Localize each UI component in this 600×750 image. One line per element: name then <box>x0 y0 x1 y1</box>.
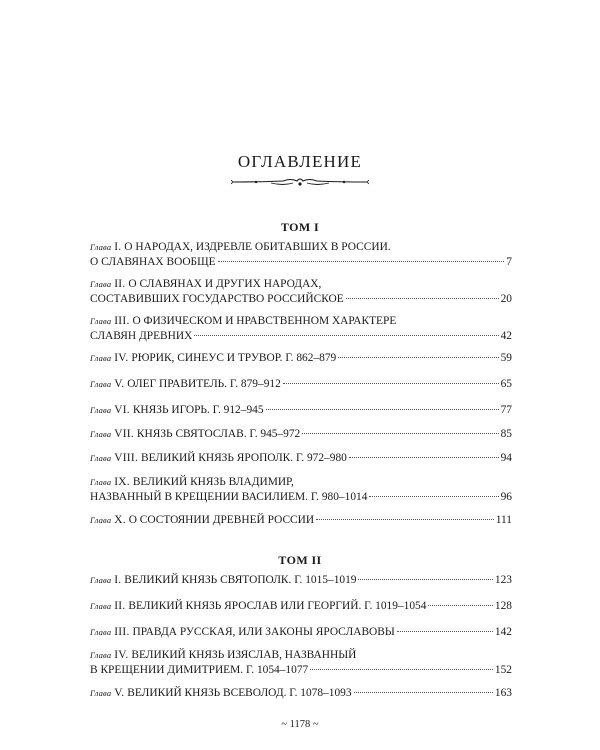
chapter-label: Глава <box>90 379 112 389</box>
chapter-title-line1: ВЕЛИКИЙ КНЯЗЬ ВЛАДИМИР, <box>132 476 294 488</box>
toc-entry[interactable] <box>90 625 512 640</box>
dot-leader <box>369 496 498 497</box>
chapter-label: Глава <box>90 453 112 463</box>
volume-2-heading: ТОМ II <box>278 553 322 567</box>
chapter-title: ОЛЕГ ПРАВИТЕЛЬ. Г. 879–912 <box>127 378 281 390</box>
chapter-label: Глава <box>90 405 112 415</box>
toc-entry[interactable] <box>90 240 512 270</box>
page-number: 7 <box>506 256 512 268</box>
chapter-number: I. <box>114 574 122 586</box>
chapter-title: РЮРИК, СИНЕУС И ТРУВОР. Г. 862–879 <box>131 352 337 364</box>
chapter-title-line2: НАЗВАННЫЙ В КРЕЩЕНИИ ВАСИЛИЕМ. Г. 980–1014 <box>90 491 368 503</box>
dot-leader <box>194 335 498 336</box>
volume-1-heading: ТОМ I <box>280 220 320 234</box>
dot-leader <box>302 433 498 434</box>
chapter-title-line2: О СЛАВЯНАХ ВООБЩЕ <box>90 256 216 268</box>
chapter-label: Глава <box>90 627 112 637</box>
chapter-number: III. <box>114 626 130 638</box>
toc-entry[interactable] <box>90 686 512 701</box>
chapter-number: VII. <box>114 428 135 440</box>
chapter-label: Глава <box>90 688 112 698</box>
toc-entry[interactable] <box>90 403 512 418</box>
toc-entry[interactable] <box>90 377 512 392</box>
chapter-title: КНЯЗЬ ИГОРЬ. Г. 912–945 <box>132 404 264 416</box>
chapter-number: X. <box>114 514 126 526</box>
page-title: ОГЛАВЛЕНИЕ <box>237 152 363 171</box>
chapter-label: Глава <box>90 601 112 611</box>
page-number: 85 <box>500 428 512 440</box>
dot-leader <box>346 298 499 299</box>
chapter-number: II. <box>114 278 126 290</box>
chapter-label: Глава <box>90 316 112 326</box>
dot-leader <box>354 692 493 693</box>
chapter-number: VIII. <box>114 452 139 464</box>
page-number: 111 <box>495 514 512 526</box>
toc-entry[interactable] <box>90 314 512 344</box>
page-number: 59 <box>500 352 512 364</box>
toc-entry[interactable] <box>90 427 512 442</box>
dot-leader <box>266 409 499 410</box>
dot-leader <box>397 631 493 632</box>
page-folio: ~ 1178 ~ <box>281 719 319 730</box>
chapter-title: О СОСТОЯНИИ ДРЕВНЕЙ РОССИИ <box>128 514 315 526</box>
chapter-title: ВЕЛИКИЙ КНЯЗЬ СВЯТОПОЛК. Г. 1015–1019 <box>124 574 357 586</box>
chapter-title-line2: СЛАВЯН ДРЕВНИХ <box>90 330 193 342</box>
chapter-number: II. <box>114 600 126 612</box>
chapter-number: IV. <box>114 352 129 364</box>
dot-leader <box>358 579 492 580</box>
chapter-label: Глава <box>90 279 112 289</box>
page-number: 42 <box>500 330 512 342</box>
chapter-label: Глава <box>90 650 112 660</box>
chapter-label: Глава <box>90 429 112 439</box>
dot-leader <box>349 457 499 458</box>
chapter-label: Глава <box>90 353 112 363</box>
toc-entry[interactable] <box>90 573 512 588</box>
page-number: 65 <box>500 378 512 390</box>
toc-entry[interactable] <box>90 648 512 678</box>
page-number: 96 <box>500 491 512 503</box>
chapter-title-line1: О СЛАВЯНАХ И ДРУГИХ НАРОДАХ, <box>128 278 322 290</box>
chapter-label: Глава <box>90 242 112 252</box>
chapter-number: I. <box>114 241 122 253</box>
dot-leader <box>428 605 492 606</box>
chapter-title-line1: О ФИЗИЧЕСКОМ И НРАВСТВЕННОМ ХАРАКТЕРЕ <box>132 315 397 327</box>
page-number: 163 <box>494 687 512 699</box>
chapter-number: III. <box>114 315 130 327</box>
chapter-number: IX. <box>114 476 130 488</box>
dot-leader <box>218 261 505 262</box>
chapter-number: VI. <box>114 404 130 416</box>
chapter-title: ПРАВДА РУССКАЯ, ИЛИ ЗАКОНЫ ЯРОСЛАВОВЫ <box>132 626 395 638</box>
chapter-title-line1: ВЕЛИКИЙ КНЯЗЬ ИЗЯСЛАВ, НАЗВАННЫЙ <box>131 649 357 661</box>
toc-entry[interactable] <box>90 475 512 505</box>
toc-entry[interactable] <box>90 513 512 528</box>
ornament-divider <box>231 175 369 189</box>
toc-entry[interactable] <box>90 277 512 307</box>
page-number: 152 <box>494 664 512 676</box>
page-number: 77 <box>500 404 512 416</box>
chapter-number: IV. <box>114 649 129 661</box>
chapter-title: ВЕЛИКИЙ КНЯЗЬ ЯРОСЛАВ ИЛИ ГЕОРГИЙ. Г. 1019–1054 <box>128 600 427 612</box>
toc-entry[interactable] <box>90 351 512 366</box>
dot-leader <box>283 383 499 384</box>
chapter-title: КНЯЗЬ СВЯТОСЛАВ. Г. 945–972 <box>136 428 301 440</box>
toc-entry[interactable] <box>90 599 512 614</box>
chapter-title: ВЕЛИКИЙ КНЯЗЬ ЯРОПОЛК. Г. 972–980 <box>141 452 347 464</box>
page-number: 20 <box>500 293 512 305</box>
dot-leader <box>310 669 493 670</box>
chapter-title-line2: В КРЕЩЕНИИ ДИМИТРИЕМ. Г. 1054–1077 <box>90 664 309 676</box>
page-number: 123 <box>494 574 512 586</box>
chapter-title: ВЕЛИКИЙ КНЯЗЬ ВСЕВОЛОД. Г. 1078–1093 <box>127 687 352 699</box>
page-number: 128 <box>494 600 512 612</box>
chapter-number: V. <box>114 378 125 390</box>
chapter-title-line2: СОСТАВИВШИХ ГОСУДАРСТВО РОССИЙСКОЕ <box>90 293 344 305</box>
toc-entry[interactable] <box>90 451 512 466</box>
dot-leader <box>338 357 498 358</box>
chapter-label: Глава <box>90 515 112 525</box>
chapter-label: Глава <box>90 477 112 487</box>
chapter-label: Глава <box>90 575 112 585</box>
chapter-title-line1: О НАРОДАХ, ИЗДРЕВЛЕ ОБИТАВШИХ В РОССИИ. <box>124 241 391 253</box>
dot-leader <box>316 519 494 520</box>
page-number: 94 <box>500 452 512 464</box>
chapter-number: V. <box>114 687 125 699</box>
page-number: 142 <box>494 626 512 638</box>
